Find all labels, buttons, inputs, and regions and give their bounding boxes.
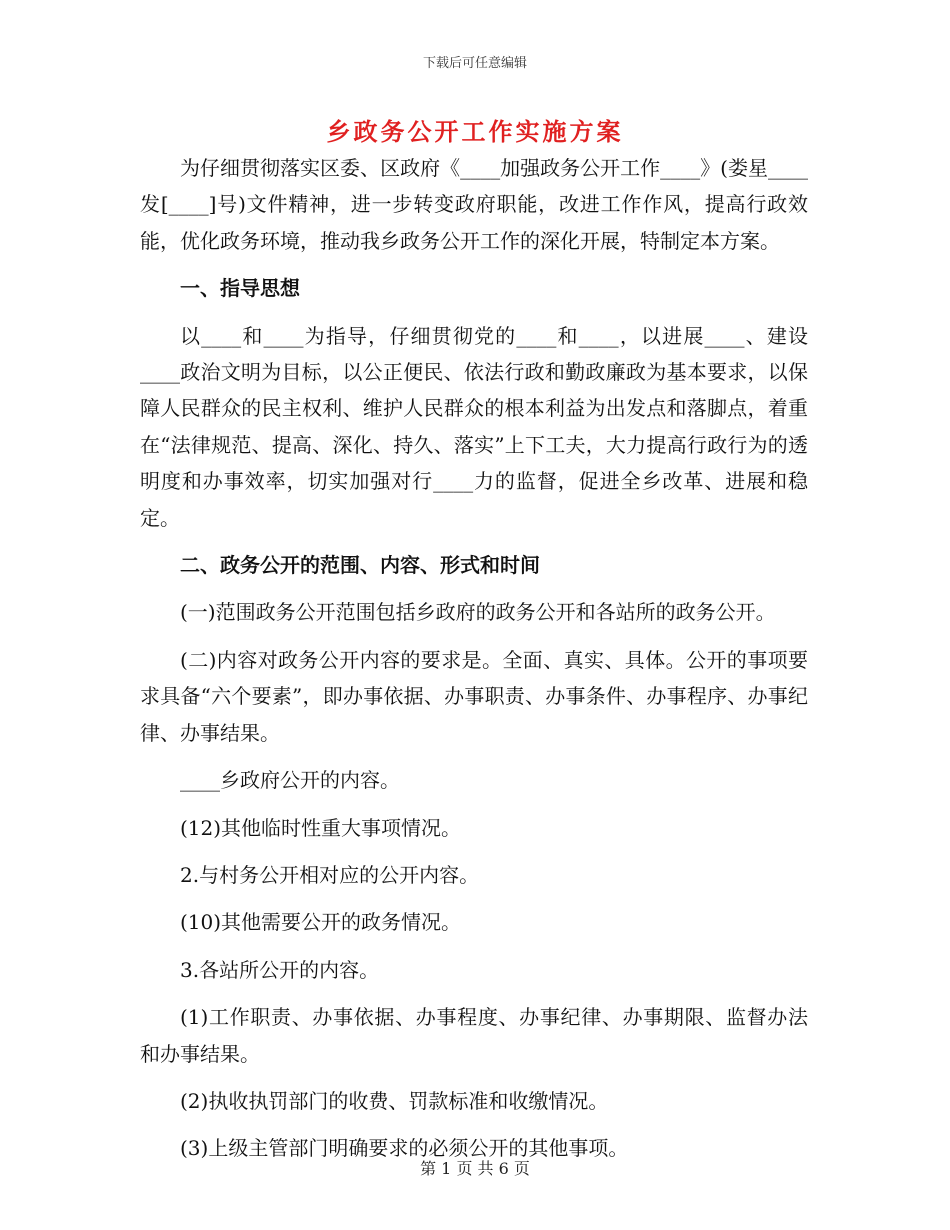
paragraph-guiding-thought: 以____和____为指导，仔细贯彻党的____和____，以进展____、建设____政治文明为目标，以公正便民、依法行政和勤政廉政为基本要求，以保障人民群众的民主权利、维护人民群众的根本利益为出发点和落脚点，着重在“法律规范、提高、深化、持久、落实”上下工夫，大力提高行政行为的透明度和办事效率，切实加强对行____力的监督，促进全乡改革、进展和稳定。	[140, 323, 808, 530]
page-header-note: 下载后可任意编辑	[422, 56, 527, 71]
section-heading-scope: 二、政务公开的范围、内容、形式和时间	[180, 553, 540, 578]
paragraph-content-requirements: (二)内容对政务公开内容的要求是。全面、真实、具体。公开的事项要求具备“六个要素”，即办事依据、办事职责、办事条件、办事程序、办事纪律、办事结果。	[140, 647, 808, 745]
list-item: 3.各站所公开的内容。	[180, 957, 380, 982]
list-item: (3)上级主管部门明确要求的必须公开的其他事项。	[180, 1136, 629, 1161]
paragraph-intro: 为仔细贯彻落实区委、区政府《____加强政务公开工作____》(娄星____发[____]号)文件精神，进一步转变政府职能，改进工作作风，提高行政效能，优化政务环境，推动我乡政务公开工作的深化开展，特制定本方案。	[140, 156, 808, 253]
list-item: (12)其他临时性重大事项情况。	[180, 815, 462, 840]
page-number: 第 1 页 共 6 页	[420, 1159, 530, 1178]
paragraph-scope: (一)范围政务公开范围包括乡政府的政务公开和各站所的政务公开。	[180, 600, 776, 625]
section-heading-guiding-thought: 一、指导思想	[180, 276, 300, 301]
paragraph-township-content: ____乡政府公开的内容。	[180, 768, 400, 793]
list-item: (2)执收执罚部门的收费、罚款标准和收缴情况。	[180, 1088, 609, 1113]
document-title: 乡政务公开工作实施方案	[326, 117, 624, 146]
list-item: (10)其他需要公开的政务情况。	[180, 910, 462, 935]
list-item: 2.与村务公开相对应的公开内容。	[180, 862, 480, 887]
document-body	[140, 150, 808, 1167]
list-item: (1)工作职责、办事依据、办事程度、办事纪律、办事期限、监督办法和办事结果。	[140, 1005, 808, 1066]
